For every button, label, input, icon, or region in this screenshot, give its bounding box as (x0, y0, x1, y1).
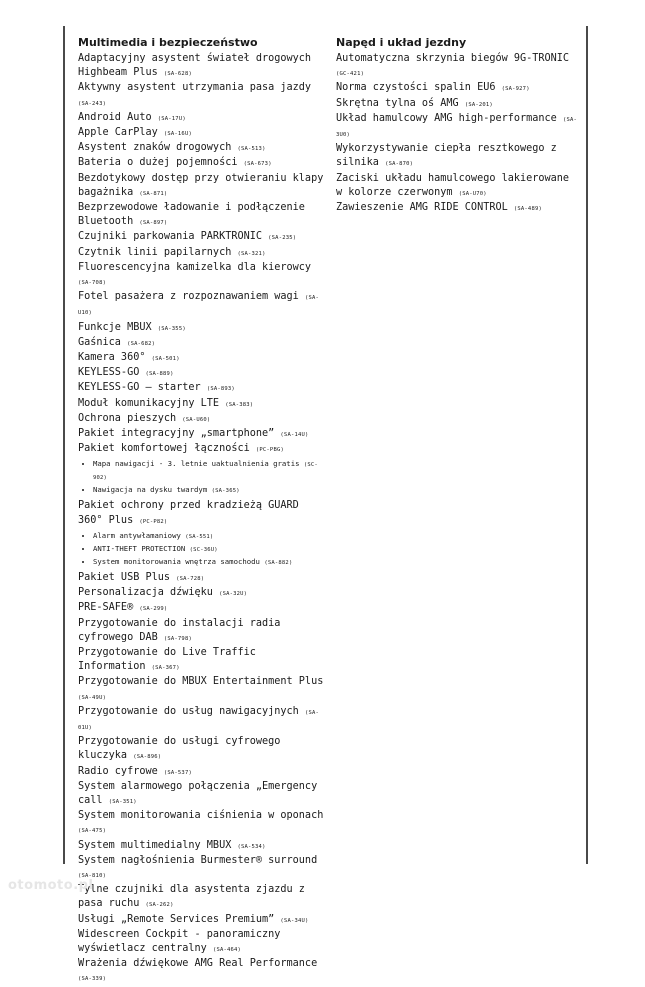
list-item (336, 97, 581, 112)
item-text: KEYLESS-GO (78, 367, 140, 379)
list-item (336, 52, 581, 81)
list-item (78, 617, 328, 646)
option-code: (SA-16U) (163, 131, 192, 138)
item-text: Przygotowanie do Live Traffic Information (78, 646, 256, 673)
option-code: (SC-36U) (189, 546, 218, 553)
item-text: Usługi „Remote Services Premium” (78, 913, 275, 925)
drive-chassis-column (336, 36, 581, 216)
option-code: (SA-798) (163, 635, 192, 642)
list-item (78, 52, 328, 81)
sub-list-item (93, 543, 328, 556)
option-code: (SA-728) (176, 575, 205, 582)
item-text: Bezdotykowy dostęp przy otwieraniu klapy bagażnika (78, 172, 324, 198)
list-item (78, 427, 328, 442)
list-item (336, 201, 581, 216)
option-code: (SA-464) (212, 946, 242, 953)
sub-list (78, 530, 328, 569)
option-code: (SA-534) (237, 843, 266, 850)
option-code: (SA-U60) (182, 416, 211, 423)
option-code: (SA-49U) (78, 694, 107, 701)
list-item (78, 261, 328, 290)
option-code: (SA-235) (268, 235, 297, 242)
item-text: KEYLESS-GO – starter (78, 382, 201, 394)
drive-chassis-list (336, 52, 581, 216)
option-code: (SA-351) (108, 798, 137, 805)
item-text: Pakiet integracyjny „smartphone” (78, 428, 275, 440)
sub-list-item (93, 484, 328, 497)
list-item (78, 111, 328, 126)
list-item (78, 381, 328, 396)
option-code: (SA-870) (385, 161, 414, 168)
option-code: (SA-551) (185, 533, 214, 540)
item-text: Pakiet komfortowej łączności (78, 443, 250, 455)
list-item (78, 336, 328, 351)
item-text: Kamera 360° (78, 352, 146, 364)
item-text: Wrażenia dźwiękowe AMG Real Performance (78, 958, 318, 970)
option-code: (SA-01U) (78, 709, 319, 731)
item-text: Przygotowanie do usługi cyfrowego kluczyka (78, 736, 281, 762)
list-item (78, 705, 328, 735)
option-code: (SA-628) (163, 71, 192, 78)
item-text: Wykorzystywanie ciepła resztkowego z silnika (336, 143, 557, 169)
list-item (336, 172, 581, 201)
list-item (78, 675, 328, 704)
option-code: (SA-17U) (157, 115, 186, 122)
option-code: (SA-U70) (458, 190, 487, 197)
option-code: (SA-501) (151, 356, 180, 363)
option-code: (SA-299) (139, 606, 168, 613)
item-text: Czujniki parkowania PARKTRONIC (78, 231, 263, 243)
item-text: System nagłośnienia Burmester® surround (78, 854, 318, 866)
item-text: Adaptacyjny asystent świateł drogowych Highbeam Plus (78, 53, 312, 79)
left-border-rule (63, 26, 65, 864)
right-border-rule (586, 26, 588, 864)
list-item (78, 839, 328, 854)
list-item (78, 586, 328, 601)
list-item (78, 230, 328, 245)
list-item (78, 126, 328, 141)
list-item (78, 499, 328, 528)
option-code: (SA-355) (157, 325, 186, 332)
item-text: Przygotowanie do MBUX Entertainment Plus (78, 676, 324, 688)
option-code: (SA-896) (133, 754, 162, 761)
list-item (78, 321, 328, 336)
list-item (78, 928, 328, 957)
sub-item-text: ANTI-THEFT PROTECTION (93, 543, 186, 553)
multimedia-safety-column (78, 36, 328, 987)
sub-list-item (93, 556, 328, 569)
option-code: (SA-810) (78, 872, 107, 879)
list-item (78, 81, 328, 110)
item-text: Czytnik linii papilarnych (78, 246, 232, 258)
sub-list-item (93, 530, 328, 543)
item-text: PRE-SAFE® (78, 602, 134, 614)
list-item (78, 201, 328, 230)
multimedia-safety-list (78, 52, 328, 987)
item-text: System alarmowego połączenia „Emergency call (78, 780, 318, 806)
sub-item-text: Mapa nawigacji - 3. letnie uaktualnienia gratis (93, 459, 300, 469)
item-text: Norma czystości spalin EU6 (336, 82, 496, 94)
option-code: (PC-PBG) (255, 447, 284, 454)
item-text: Przygotowanie do usług nawigacyjnych (78, 705, 299, 717)
option-code: (SA-475) (78, 828, 107, 835)
list-item (78, 172, 328, 201)
sub-item-text: Alarm antywłamaniowy (93, 530, 181, 540)
item-text: Bezprzewodowe ładowanie i podłączenie Bluetooth (78, 202, 305, 228)
option-code: (SA-882) (264, 559, 293, 566)
list-item (78, 601, 328, 616)
option-code: (SA-201) (464, 101, 493, 108)
item-text: Fluorescencyjna kamizelka dla kierowcy (78, 261, 312, 273)
list-item (78, 571, 328, 586)
item-text: Ochrona pieszych (78, 412, 177, 424)
multimedia-safety-heading: Multimedia i bezpieczeństwo (78, 36, 258, 49)
list-item (78, 883, 328, 912)
item-text: Układ hamulcowy AMG high-performance (336, 112, 557, 124)
option-code: (SA-708) (78, 280, 107, 287)
list-item (336, 142, 581, 171)
list-item (78, 156, 328, 171)
list-item (78, 854, 328, 883)
list-item (78, 646, 328, 675)
item-text: Automatyczna skrzynia biegów 9G-TRONIC (336, 53, 570, 64)
option-code: (SA-367) (151, 665, 180, 672)
item-text: Fotel pasażera z rozpoznawaniem wagi (78, 291, 299, 303)
item-text: Asystent znaków drogowych (78, 142, 232, 154)
item-text: Radio cyfrowe (78, 765, 158, 777)
item-text: Przygotowanie do instalacji radia cyfrowego DAB (78, 617, 281, 643)
option-code: (SA-537) (163, 769, 192, 776)
sub-list-item (93, 458, 328, 484)
option-code: (SA-489) (513, 206, 542, 213)
item-text: Widescreen Cockpit - panoramiczny wyświetlacz centralny (78, 928, 281, 954)
watermark-logo: otomoto.pl (8, 878, 94, 893)
item-text: System monitorowania ciśnienia w oponach (78, 810, 324, 822)
sub-item-text: System monitorowania wnętrza samochodu (93, 556, 260, 566)
option-code: (SA-262) (145, 902, 174, 909)
list-item (78, 351, 328, 366)
option-code: (SA-927) (501, 86, 530, 93)
item-text: Pakiet ochrony przed kradzieżą GUARD 360° Plus (78, 500, 299, 526)
list-item (78, 780, 328, 809)
list-item (78, 957, 328, 986)
option-code: (SA-871) (139, 190, 168, 197)
option-code: (SA-673) (243, 161, 272, 168)
sub-item-text: Nawigacja na dysku twardym (93, 485, 208, 495)
list-item (336, 81, 581, 96)
option-code: (SA-14U) (280, 432, 309, 439)
option-code: (SA-32U) (219, 591, 248, 598)
item-text: Personalizacja dźwięku (78, 587, 213, 599)
option-code: (SA-682) (127, 340, 156, 347)
item-text: Zaciski układu hamulcowego lakierowane w kolorze czerwonym (336, 172, 570, 198)
item-text: Android Auto (78, 111, 152, 123)
list-item (78, 412, 328, 427)
item-text: Moduł komunikacyjny LTE (78, 397, 220, 409)
option-code: (SA-893) (206, 386, 235, 393)
item-text: Tylne czujniki dla asystenta zjazdu z pasa ruchu (78, 884, 305, 910)
option-code: (SA-889) (145, 371, 174, 378)
option-code: (SA-243) (78, 100, 107, 107)
option-code: (GC-421) (336, 71, 365, 78)
item-text: Bateria o dużej pojemności (78, 157, 238, 169)
item-text: Aktywny asystent utrzymania pasa jazdy (78, 82, 312, 94)
option-code: (SA-339) (78, 976, 107, 983)
list-item (78, 397, 328, 412)
option-code: (SA-3U0) (336, 116, 577, 139)
item-text: Pakiet USB Plus (78, 571, 171, 583)
list-item (336, 112, 581, 142)
option-code: (SA-513) (237, 146, 266, 153)
option-code: (PC-P82) (139, 518, 168, 525)
option-code: (SA-897) (139, 220, 168, 227)
list-item (78, 735, 328, 764)
item-text: Apple CarPlay (78, 127, 158, 139)
option-code: (SA-383) (225, 401, 254, 408)
list-item (78, 246, 328, 261)
list-item (78, 141, 328, 156)
option-code: (SA-321) (237, 250, 266, 257)
item-text: Zawieszenie AMG RIDE CONTROL (336, 202, 508, 214)
option-code: (SC-902) (93, 462, 318, 482)
list-item (78, 765, 328, 780)
list-item (78, 290, 328, 320)
list-item (78, 913, 328, 928)
item-text: Gaśnica (78, 336, 121, 348)
sub-list (78, 458, 328, 497)
option-code: (SA-U10) (78, 295, 319, 317)
list-item (78, 442, 328, 457)
option-code: (SA-34U) (280, 917, 309, 924)
option-code: (SA-365) (211, 488, 240, 495)
item-text: System multimedialny MBUX (78, 839, 232, 851)
list-item (78, 366, 328, 381)
drive-chassis-heading: Napęd i układ jezdny (336, 36, 467, 49)
item-text: Funkcje MBUX (78, 321, 152, 333)
list-item (78, 809, 328, 838)
item-text: Skrętna tylna oś AMG (336, 97, 459, 109)
